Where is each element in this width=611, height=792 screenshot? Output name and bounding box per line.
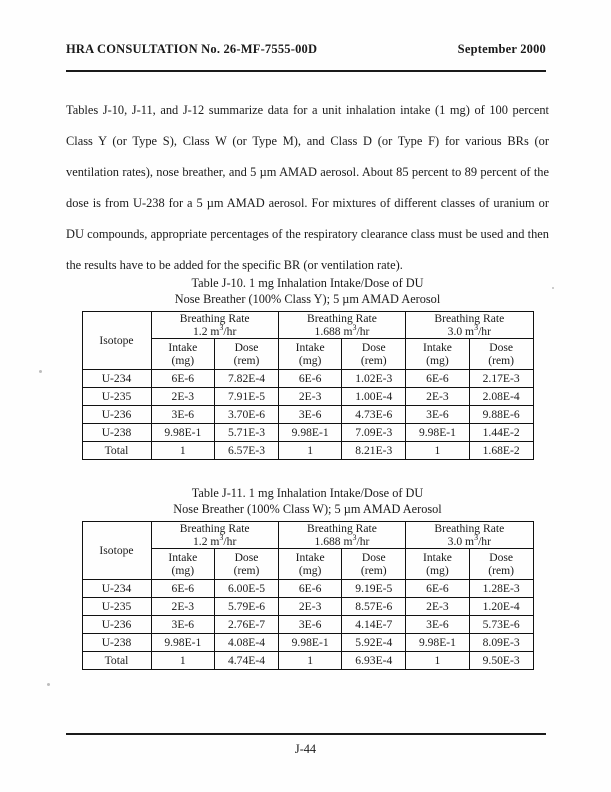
header-title: HRA CONSULTATION No. 26-MF-7555-00D <box>66 42 318 56</box>
table-caption-j10-line2: Nose Breather (100% Class Y); 5 µm AMAD Aerosol <box>174 292 441 306</box>
table-row <box>82 634 533 652</box>
cell-value: 1 <box>278 652 342 670</box>
cell-isotope: U-234 <box>82 370 151 388</box>
cell-value: 7.91E-5 <box>215 388 279 406</box>
cell-value: 5.71E-3 <box>215 424 279 442</box>
table-row <box>82 424 533 442</box>
column-header-intake-2: Intake (mg) <box>278 339 342 370</box>
cell-isotope: U-235 <box>82 598 151 616</box>
cell-isotope: U-236 <box>82 406 151 424</box>
cell-value: 9.98E-1 <box>278 634 342 652</box>
cell-value: 5.79E-6 <box>215 598 279 616</box>
cell-value: 3.70E-6 <box>215 406 279 424</box>
cell-value: 7.09E-3 <box>342 424 406 442</box>
cell-value: 2E-3 <box>278 598 342 616</box>
cell-value: 3E-6 <box>151 406 215 424</box>
table-row <box>82 598 533 616</box>
cell-value: 9.98E-1 <box>151 634 215 652</box>
cell-value: 7.82E-4 <box>215 370 279 388</box>
cell-value: 6.93E-4 <box>342 652 406 670</box>
column-header-isotope: Isotope <box>82 522 151 580</box>
cell-value: 2.76E-7 <box>215 616 279 634</box>
column-header-intake-1: Intake (mg) <box>151 549 215 580</box>
cell-value: 9.98E-1 <box>151 424 215 442</box>
cell-value: 2E-3 <box>151 598 215 616</box>
table-j10 <box>82 311 534 460</box>
column-header-intake-3: Intake (mg) <box>406 339 470 370</box>
cell-value: 2E-3 <box>278 388 342 406</box>
table-row <box>82 616 533 634</box>
cell-value: 6.00E-5 <box>215 580 279 598</box>
table-caption-j11-line1: Table J-11. 1 mg Inhalation Intake/Dose of DU <box>191 486 424 500</box>
cell-value: 8.21E-3 <box>342 442 406 460</box>
table-header-row <box>82 312 533 339</box>
page-header <box>66 42 546 57</box>
column-header-dose-3: Dose (rem) <box>469 549 533 580</box>
cell-isotope: Total <box>82 652 151 670</box>
column-header-dose-3: Dose (rem) <box>469 339 533 370</box>
cell-value: 4.14E-7 <box>342 616 406 634</box>
cell-value: 6E-6 <box>278 370 342 388</box>
column-header-dose-2: Dose (rem) <box>342 339 406 370</box>
cell-value: 1 <box>406 652 470 670</box>
cell-value: 6E-6 <box>406 370 470 388</box>
table-caption-j11-line2: Nose Breather (100% Class W); 5 µm AMAD Aerosol <box>173 502 442 516</box>
scan-speck <box>47 683 50 686</box>
cell-value: 9.88E-6 <box>469 406 533 424</box>
table-row <box>82 388 533 406</box>
cell-value: 6E-6 <box>278 580 342 598</box>
column-header-breathing-rate-1: Breathing Rate 1.2 $m^3/hr$ <box>151 522 278 549</box>
cell-value: 1 <box>151 652 215 670</box>
table-row-total <box>82 442 533 460</box>
column-header-breathing-rate-1: Breathing Rate 1.2 $m^3/hr$ <box>151 312 278 339</box>
column-header-intake-1: Intake (mg) <box>151 339 215 370</box>
cell-value: 3E-6 <box>278 616 342 634</box>
cell-value: 2E-3 <box>406 388 470 406</box>
cell-value: 4.08E-4 <box>215 634 279 652</box>
header-date: September 2000 <box>457 42 546 56</box>
cell-value: 1 <box>406 442 470 460</box>
column-header-isotope: Isotope <box>82 312 151 370</box>
cell-value: 3E-6 <box>406 616 470 634</box>
column-header-breathing-rate-2: Breathing Rate 1.688 $m^3/hr$ <box>278 522 405 549</box>
header-rule <box>66 70 546 72</box>
cell-value: 8.09E-3 <box>469 634 533 652</box>
cell-value: 1.00E-4 <box>342 388 406 406</box>
cell-isotope: Total <box>82 442 151 460</box>
cell-value: 6E-6 <box>151 370 215 388</box>
cell-value: 2.08E-4 <box>469 388 533 406</box>
table-row-total <box>82 652 533 670</box>
cell-isotope: U-234 <box>82 580 151 598</box>
cell-value: 2.17E-3 <box>469 370 533 388</box>
cell-value: 8.57E-6 <box>342 598 406 616</box>
cell-value: 9.50E-3 <box>469 652 533 670</box>
table-header-row <box>82 522 533 549</box>
column-header-intake-2: Intake (mg) <box>278 549 342 580</box>
column-header-dose-1: Dose (rem) <box>215 549 279 580</box>
cell-isotope: U-238 <box>82 424 151 442</box>
cell-value: 4.74E-4 <box>215 652 279 670</box>
cell-value: 6.57E-3 <box>215 442 279 460</box>
cell-value: 1.44E-2 <box>469 424 533 442</box>
cell-value: 2E-3 <box>406 598 470 616</box>
cell-value: 9.98E-1 <box>406 634 470 652</box>
cell-isotope: U-235 <box>82 388 151 406</box>
cell-isotope: U-236 <box>82 616 151 634</box>
column-header-intake-3: Intake (mg) <box>406 549 470 580</box>
table-block-j10 <box>66 275 549 460</box>
cell-value: 5.73E-6 <box>469 616 533 634</box>
table-row <box>82 406 533 424</box>
cell-value: 4.73E-6 <box>342 406 406 424</box>
cell-value: 6E-6 <box>406 580 470 598</box>
column-header-breathing-rate-3: Breathing Rate 3.0 $m^3/hr$ <box>406 522 533 549</box>
cell-isotope: U-238 <box>82 634 151 652</box>
cell-value: 2E-3 <box>151 388 215 406</box>
column-header-breathing-rate-3: Breathing Rate 3.0 $m^3/hr$ <box>406 312 533 339</box>
cell-value: 9.98E-1 <box>406 424 470 442</box>
scan-speck <box>39 370 42 373</box>
cell-value: 1.02E-3 <box>342 370 406 388</box>
table-row <box>82 580 533 598</box>
scan-speck <box>552 287 554 289</box>
cell-value: 1.20E-4 <box>469 598 533 616</box>
cell-value: 3E-6 <box>278 406 342 424</box>
cell-value: 9.19E-5 <box>342 580 406 598</box>
column-header-dose-2: Dose (rem) <box>342 549 406 580</box>
table-j11 <box>82 521 534 670</box>
cell-value: 1.28E-3 <box>469 580 533 598</box>
body-paragraph: Tables J-10, J-11, and J-12 summarize data for a unit inhalation intake (1 mg) of 100 percent Class Y (or Type S), Class W (or Type M), and Class D (or Type F) for various BRs (or ventilation rates), nose breather, and 5 µm AMAD aerosol. About 85 percent to 89 percent of the dose is from U-238 for a 5 µm AMAD aerosol. For mixtures of different classes of uranium or DU compounds, appropriate percentages of the respiratory clearance class must be used and then the results have to be added for the specific BR (or ventilation rate). <box>66 103 549 272</box>
footer-rule <box>66 733 546 735</box>
table-caption-j10-line1: Table J-10. 1 mg Inhalation Intake/Dose of DU <box>191 276 424 290</box>
table-row <box>82 370 533 388</box>
column-header-dose-1: Dose (rem) <box>215 339 279 370</box>
cell-value: 3E-6 <box>406 406 470 424</box>
cell-value: 5.92E-4 <box>342 634 406 652</box>
cell-value: 9.98E-1 <box>278 424 342 442</box>
cell-value: 1.68E-2 <box>469 442 533 460</box>
cell-value: 3E-6 <box>151 616 215 634</box>
column-header-breathing-rate-2: Breathing Rate 1.688 $m^3/hr$ <box>278 312 405 339</box>
cell-value: 1 <box>151 442 215 460</box>
cell-value: 6E-6 <box>151 580 215 598</box>
page-number: J-44 <box>294 742 317 756</box>
table-block-j11 <box>66 485 549 670</box>
cell-value: 1 <box>278 442 342 460</box>
